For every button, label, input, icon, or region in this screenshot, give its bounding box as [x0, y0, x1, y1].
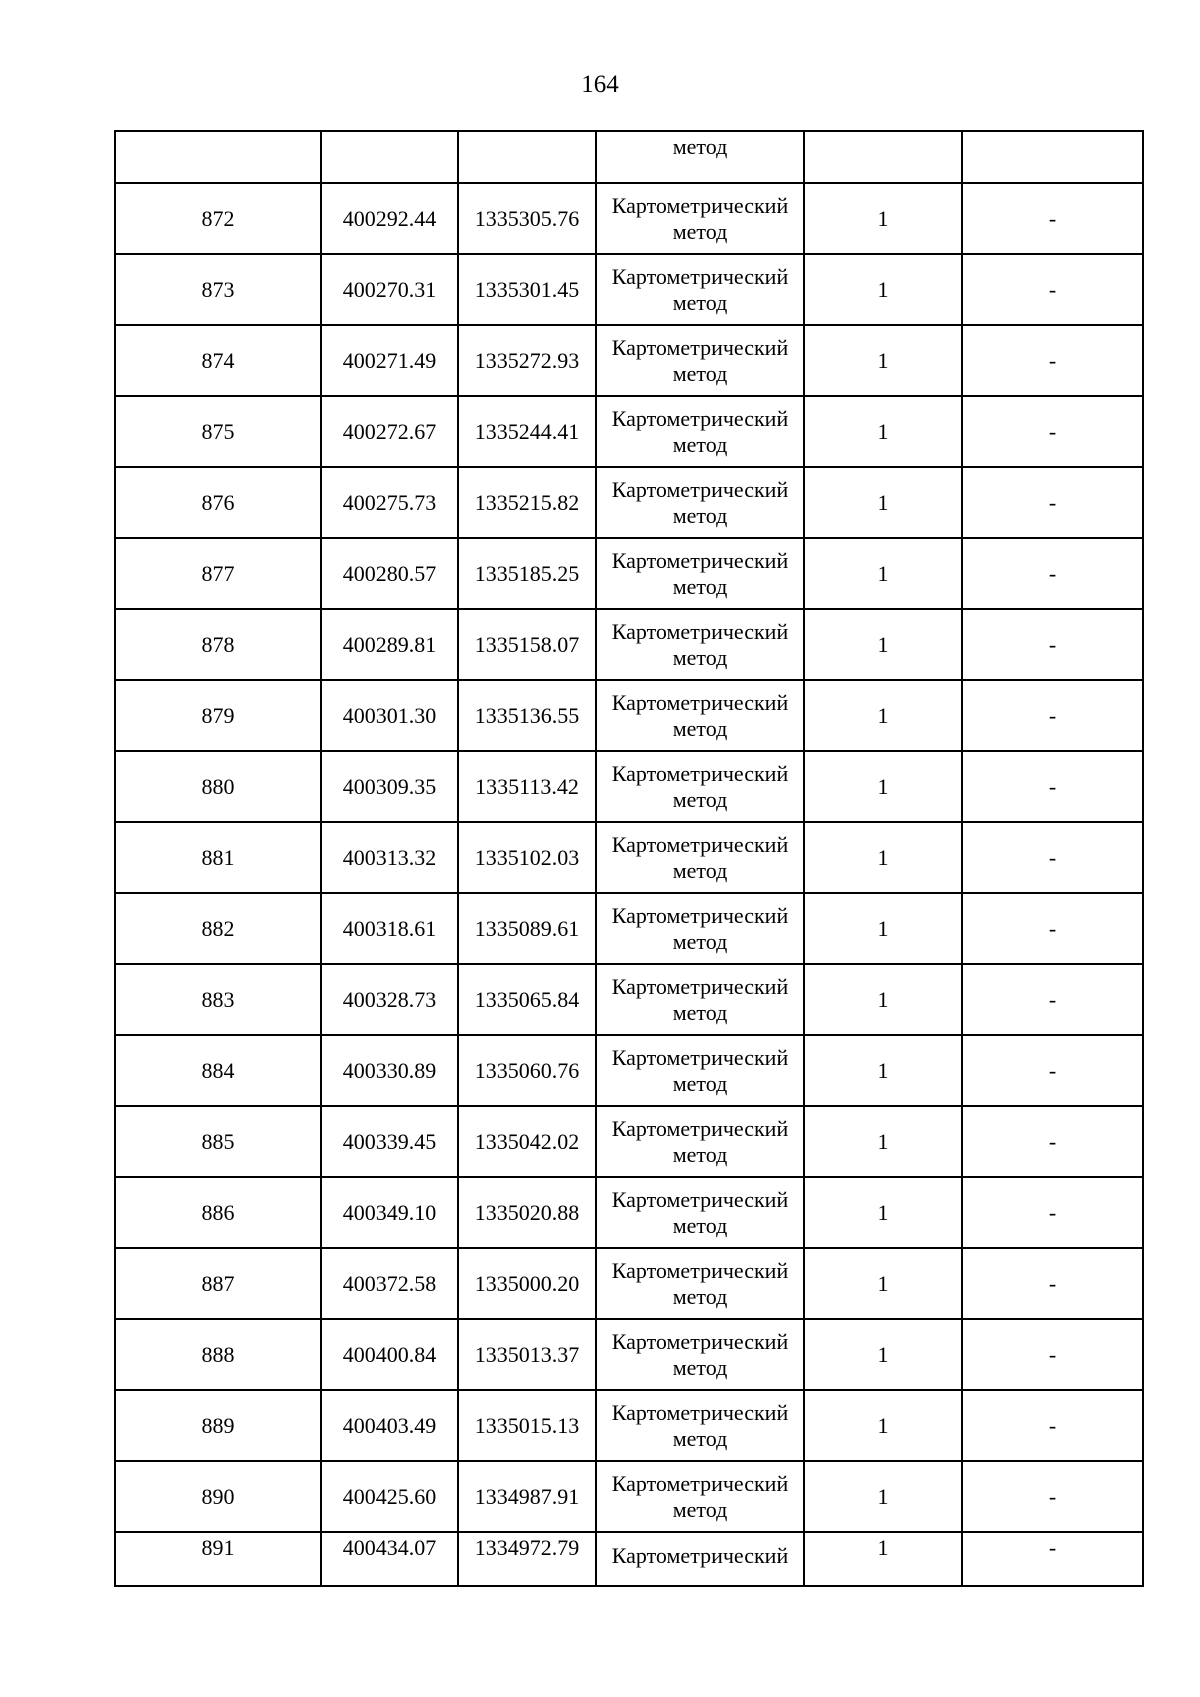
- cell-point-number: 874: [115, 325, 321, 396]
- cell-y: 1335272.93: [458, 325, 596, 396]
- cell-x: [321, 131, 458, 183]
- cell-method: [596, 183, 804, 254]
- method-text-line1: Картометрический: [611, 902, 789, 928]
- method-text-line1: Картометрический: [611, 1470, 789, 1496]
- method-text-line1: Картометрический: [611, 334, 789, 360]
- coordinates-table: [114, 130, 1144, 1587]
- cell-note: -: [962, 1390, 1143, 1461]
- table-row: [115, 254, 1143, 325]
- cell-method: [596, 1461, 804, 1532]
- cell-note: -: [962, 964, 1143, 1035]
- table-row: [115, 1035, 1143, 1106]
- table-row: [115, 680, 1143, 751]
- cell-x: 400271.49: [321, 325, 458, 396]
- cell-x: 400275.73: [321, 467, 458, 538]
- method-text-line1: Картометрический: [611, 973, 789, 999]
- cell-note: -: [962, 609, 1143, 680]
- cell-method: [596, 964, 804, 1035]
- cell-accuracy: 1: [804, 183, 962, 254]
- cell-method: [596, 467, 804, 538]
- cell-note: -: [962, 254, 1143, 325]
- method-text-line1: Картометрический: [611, 1399, 789, 1425]
- cell-point-number: 880: [115, 751, 321, 822]
- cell-y: 1335215.82: [458, 467, 596, 538]
- cell-x: 400328.73: [321, 964, 458, 1035]
- cell-accuracy: 1: [804, 1319, 962, 1390]
- table-row: [115, 396, 1143, 467]
- method-text-line2: метод: [672, 999, 728, 1025]
- cell-accuracy: 1: [804, 1532, 962, 1586]
- cell-x: 400301.30: [321, 680, 458, 751]
- table-row: [115, 964, 1143, 1035]
- cell-y: 1335102.03: [458, 822, 596, 893]
- cell-y: 1334987.91: [458, 1461, 596, 1532]
- cell-accuracy: 1: [804, 822, 962, 893]
- table-row: [115, 1461, 1143, 1532]
- method-text-line1: Картометрический: [611, 831, 789, 857]
- table-row: [115, 893, 1143, 964]
- cell-accuracy: 1: [804, 1461, 962, 1532]
- cell-accuracy: 1: [804, 680, 962, 751]
- cell-method: [596, 1390, 804, 1461]
- cell-accuracy: 1: [804, 467, 962, 538]
- cell-accuracy: 1: [804, 538, 962, 609]
- method-text-line1: Картометрический: [611, 1257, 789, 1283]
- cell-note: -: [962, 396, 1143, 467]
- cell-x: 400313.32: [321, 822, 458, 893]
- cell-accuracy: 1: [804, 254, 962, 325]
- cell-point-number: 876: [115, 467, 321, 538]
- method-text-line1: Картометрический: [611, 476, 789, 502]
- cell-accuracy: 1: [804, 1177, 962, 1248]
- method-text-line2: метод: [672, 1212, 728, 1238]
- cell-method: [596, 893, 804, 964]
- cell-point-number: 878: [115, 609, 321, 680]
- cell-x: 400289.81: [321, 609, 458, 680]
- cell-method: [596, 1532, 804, 1586]
- cell-accuracy: 1: [804, 396, 962, 467]
- cell-y: 1335089.61: [458, 893, 596, 964]
- table-row-continued: [115, 131, 1143, 183]
- table-row: [115, 538, 1143, 609]
- method-text-line1: Картометрический: [611, 405, 789, 431]
- cell-method: [596, 822, 804, 893]
- method-text-line1: Картометрический: [611, 1115, 789, 1141]
- cell-accuracy: 1: [804, 1106, 962, 1177]
- method-text-line1: Картометрический: [611, 1543, 789, 1568]
- cell-point-number: 886: [115, 1177, 321, 1248]
- cell-method: [596, 1248, 804, 1319]
- cell-y: 1335000.20: [458, 1248, 596, 1319]
- cell-x: 400425.60: [321, 1461, 458, 1532]
- cell-x: 400403.49: [321, 1390, 458, 1461]
- cell-note: -: [962, 1035, 1143, 1106]
- cell-point-number: 889: [115, 1390, 321, 1461]
- cell-point-number: 888: [115, 1319, 321, 1390]
- cell-y: 1335020.88: [458, 1177, 596, 1248]
- cell-y: 1335042.02: [458, 1106, 596, 1177]
- cell-note: -: [962, 680, 1143, 751]
- method-text-line2: метод: [672, 1283, 728, 1309]
- cell-method: [596, 325, 804, 396]
- cell-note: -: [962, 822, 1143, 893]
- cell-method: [596, 254, 804, 325]
- method-text-line1: Картометрический: [611, 618, 789, 644]
- method-text-line1: Картометрический: [611, 263, 789, 289]
- method-text-line2: метод: [672, 857, 728, 883]
- cell-y: 1335113.42: [458, 751, 596, 822]
- cell-y: [458, 131, 596, 183]
- cell-accuracy: 1: [804, 325, 962, 396]
- method-text-line2: метод: [672, 1354, 728, 1380]
- method-text-line1: Картометрический: [611, 1044, 789, 1070]
- cell-point-number: 884: [115, 1035, 321, 1106]
- cell-method: [596, 538, 804, 609]
- cell-note: -: [962, 1248, 1143, 1319]
- cell-accuracy: 1: [804, 964, 962, 1035]
- table-row: [115, 325, 1143, 396]
- cell-x: 400434.07: [321, 1532, 458, 1586]
- method-text-line2: метод: [672, 1496, 728, 1522]
- cell-point-number: 887: [115, 1248, 321, 1319]
- cell-y: 1335013.37: [458, 1319, 596, 1390]
- table-row: [115, 183, 1143, 254]
- cell-method: [596, 680, 804, 751]
- cell-method: [596, 1319, 804, 1390]
- method-text-line2: метод: [672, 715, 728, 741]
- cell-point-number: 885: [115, 1106, 321, 1177]
- cell-note: -: [962, 538, 1143, 609]
- cell-x: 400309.35: [321, 751, 458, 822]
- page-number: 164: [581, 71, 619, 98]
- table-row: [115, 1106, 1143, 1177]
- cell-y: 1335015.13: [458, 1390, 596, 1461]
- method-text-line1: Картометрический: [611, 192, 789, 218]
- cell-note: -: [962, 183, 1143, 254]
- method-text-line2: метод: [672, 218, 728, 244]
- table-body: [115, 131, 1143, 1586]
- cell-method: [596, 1177, 804, 1248]
- cell-method: [596, 1035, 804, 1106]
- table-row: [115, 1177, 1143, 1248]
- cell-y: 1335301.45: [458, 254, 596, 325]
- cell-point-number: 891: [115, 1532, 321, 1586]
- method-text-line2: метод: [672, 573, 728, 599]
- cell-accuracy: 1: [804, 609, 962, 680]
- cell-note: -: [962, 467, 1143, 538]
- method-text-line1: Картометрический: [611, 1328, 789, 1354]
- method-text: метод: [672, 134, 728, 159]
- cell-accuracy: 1: [804, 1390, 962, 1461]
- cell-point-number: 879: [115, 680, 321, 751]
- cell-point-number: 890: [115, 1461, 321, 1532]
- cell-accuracy: 1: [804, 1248, 962, 1319]
- cell-note: -: [962, 893, 1143, 964]
- table-row: [115, 467, 1143, 538]
- cell-note: -: [962, 1319, 1143, 1390]
- cell-point-number: 872: [115, 183, 321, 254]
- table-row: [115, 609, 1143, 680]
- cell-x: 400272.67: [321, 396, 458, 467]
- cell-point-number: 881: [115, 822, 321, 893]
- cell-y: 1335244.41: [458, 396, 596, 467]
- table-row-last: [115, 1532, 1143, 1586]
- cell-note: -: [962, 1106, 1143, 1177]
- method-text-line1: Картометрический: [611, 1186, 789, 1212]
- cell-x: 400270.31: [321, 254, 458, 325]
- method-text-line2: метод: [672, 360, 728, 386]
- cell-point-number: [115, 131, 321, 183]
- cell-y: 1335060.76: [458, 1035, 596, 1106]
- cell-point-number: 883: [115, 964, 321, 1035]
- cell-method: [596, 609, 804, 680]
- cell-point-number: 875: [115, 396, 321, 467]
- method-text-line2: метод: [672, 431, 728, 457]
- method-text-line2: метод: [672, 786, 728, 812]
- cell-accuracy: 1: [804, 893, 962, 964]
- cell-note: -: [962, 1177, 1143, 1248]
- method-text-line2: метод: [672, 928, 728, 954]
- method-text-line1: Картометрический: [611, 689, 789, 715]
- cell-x: 400400.84: [321, 1319, 458, 1390]
- cell-accuracy: [804, 131, 962, 183]
- table-row: [115, 751, 1143, 822]
- method-text-line1: Картометрический: [611, 547, 789, 573]
- cell-x: 400318.61: [321, 893, 458, 964]
- method-text-line2: метод: [672, 644, 728, 670]
- cell-note: [962, 131, 1143, 183]
- method-text-line1: Картометрический: [611, 760, 789, 786]
- cell-method: [596, 396, 804, 467]
- table-row: [115, 1390, 1143, 1461]
- cell-method: [596, 751, 804, 822]
- table-row: [115, 1248, 1143, 1319]
- method-text-line2: метод: [672, 1070, 728, 1096]
- cell-y: 1335136.55: [458, 680, 596, 751]
- cell-point-number: 882: [115, 893, 321, 964]
- cell-y: 1335065.84: [458, 964, 596, 1035]
- method-text-line2: метод: [672, 1141, 728, 1167]
- cell-note: -: [962, 751, 1143, 822]
- table-row: [115, 822, 1143, 893]
- method-text-line2: метод: [672, 502, 728, 528]
- cell-x: 400349.10: [321, 1177, 458, 1248]
- cell-accuracy: 1: [804, 751, 962, 822]
- cell-accuracy: 1: [804, 1035, 962, 1106]
- cell-method: [596, 1106, 804, 1177]
- cell-y: 1335185.25: [458, 538, 596, 609]
- cell-x: 400372.58: [321, 1248, 458, 1319]
- table-row: [115, 1319, 1143, 1390]
- cell-y: 1335305.76: [458, 183, 596, 254]
- cell-point-number: 873: [115, 254, 321, 325]
- method-text-line2: метод: [672, 289, 728, 315]
- cell-note: -: [962, 1461, 1143, 1532]
- cell-y: 1335158.07: [458, 609, 596, 680]
- cell-x: 400330.89: [321, 1035, 458, 1106]
- cell-x: 400280.57: [321, 538, 458, 609]
- cell-method: [596, 131, 804, 183]
- cell-point-number: 877: [115, 538, 321, 609]
- cell-note: -: [962, 1532, 1143, 1586]
- cell-note: -: [962, 325, 1143, 396]
- method-text-line2: метод: [672, 1425, 728, 1451]
- cell-x: 400339.45: [321, 1106, 458, 1177]
- cell-y: 1334972.79: [458, 1532, 596, 1586]
- cell-x: 400292.44: [321, 183, 458, 254]
